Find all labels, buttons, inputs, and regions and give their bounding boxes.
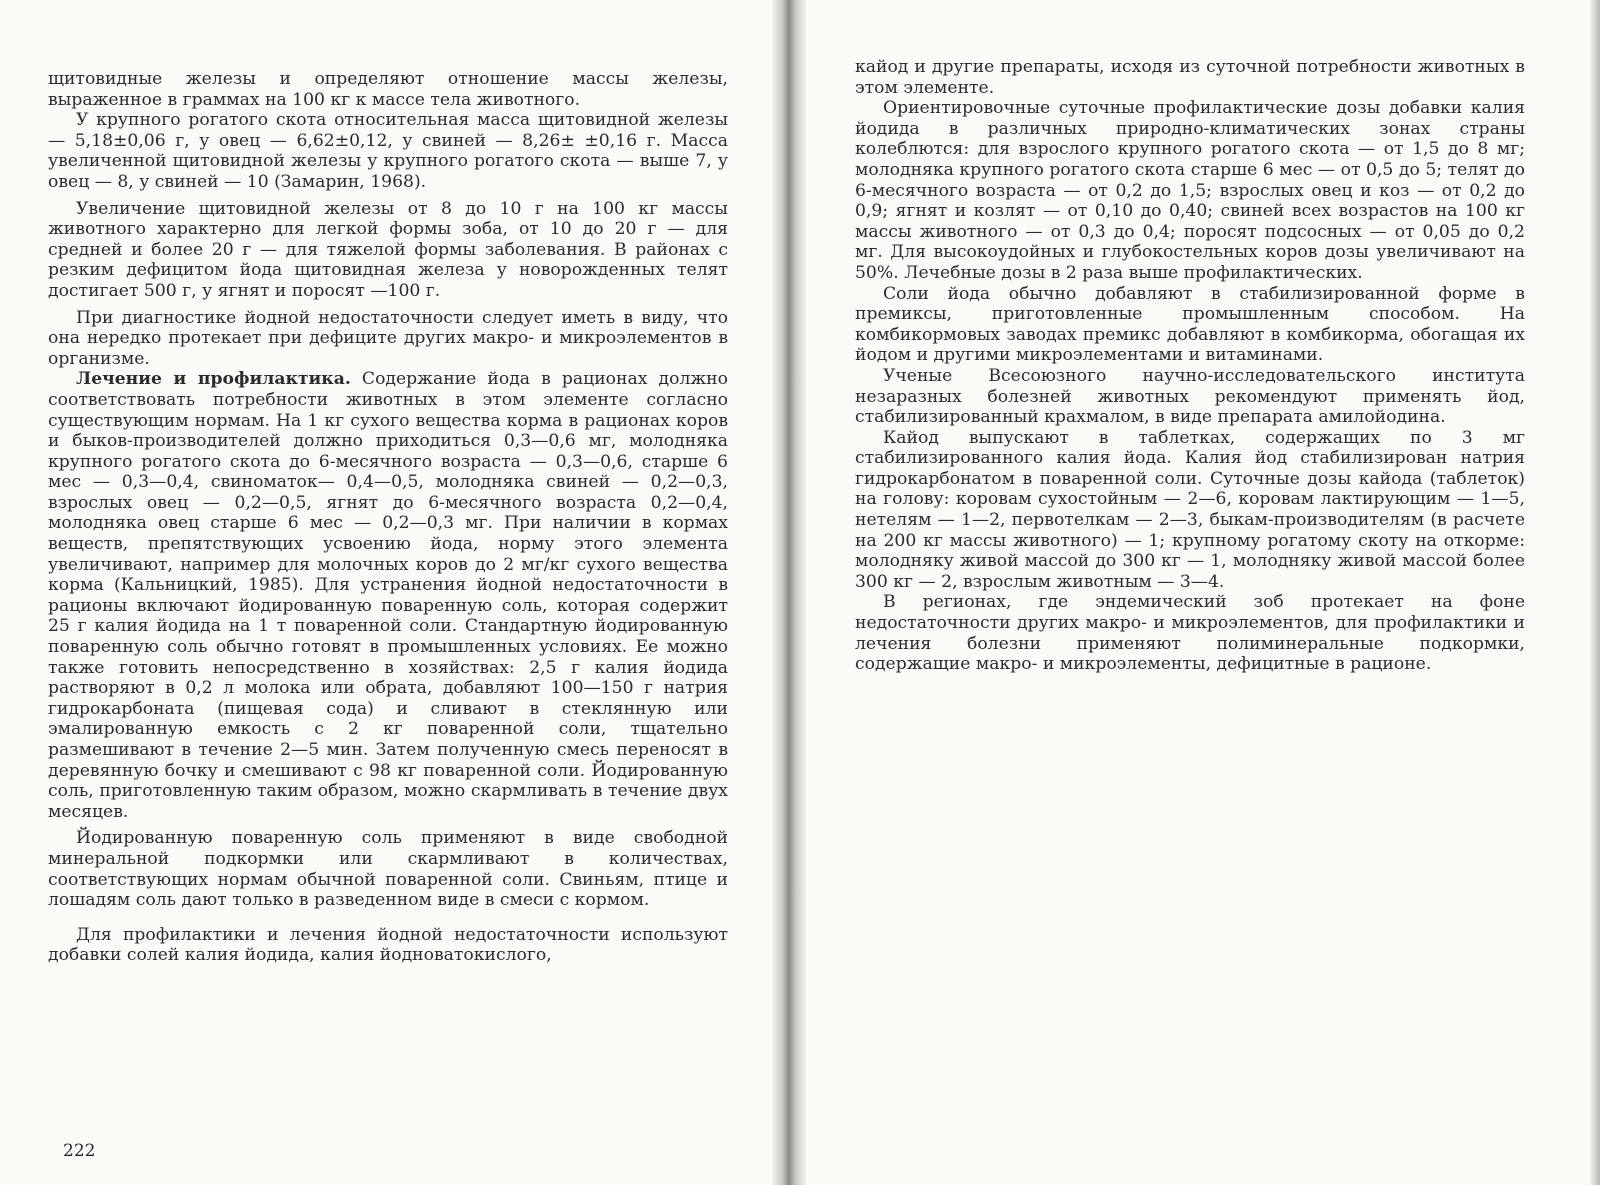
paragraph-iodized-salt: Йодированную поваренную соль применяют в виде свободной минеральной подкормки или скармливают в количествах, соответствующих нормам обычной поваренной соли. Свиньям, птице и лошадям соль дают только в разведенном виде в смеси с кормом.	[48, 828, 728, 911]
section-heading-treatment: Лечение и профилактика.	[76, 369, 351, 390]
paragraph-continuation-right: кайод и другие препараты, исходя из суточной потребности животных в этом элементе.	[855, 57, 1525, 98]
book-gutter	[772, 0, 806, 1185]
paragraph-diagnosis: При диагностике йодной недостаточности следует иметь в виду, что она нередко протекает при дефиците других макро- и микроэлементов в организме.	[48, 307, 728, 369]
left-page	[48, 69, 728, 966]
paragraph-regions: В регионах, где эндемический зоб протекает на фоне недостаточности других макро- и микроэлементов, для профилактики и лечения болезни применяют полиминеральные подкормки, содержащие макро- и микроэлементы, дефицитные в рационе.	[855, 592, 1525, 675]
paragraph-kaiod: Кайод выпускают в таблетках, содержащих по 3 мг стабилизированного калия йода. Калия йод стабилизирован натрия гидрокарбонатом в поваренной соли. Суточные дозы кайода (таблеток) на голову: коровам сухостойным — 2—6, коровам лактирующим — 1—5, нетелям — 1—2, первотелкам — 2—3, быкам-производителям (в расчете на 200 кг массы животного) — 1; крупному рогатому скоту на откорме: молодняку живой массой до 300 кг — 1, молодняку живой массой более 300 кг — 2, взрослым животным — 3—4.	[855, 427, 1525, 592]
page-number: 222	[63, 1141, 96, 1161]
paragraph-amiloiodine: Ученые Всесоюзного научно-исследовательского института незаразных болезней животных рекомендуют применять йод, стабилизированный крахмалом, в виде препарата амилойодина.	[855, 365, 1525, 428]
paragraph-daily-doses: Ориентировочные суточные профилактические дозы добавки калия йодида в различных природно-климатических зонах страны колеблются: для взрослого крупного рогатого скота — от 1,5 до 8 мг; молодняка крупного рогатого скота старше 6 мес — от 0,5 до 5; телят до 6-месячного возраста — от 0,2 до 1,5; взрослых овец и коз — от 0,2 до 0,9; ягнят и козлят — от 0,10 до 0,40; свиней всех возрастов на 100 кг массы животного — от 0,3 до 0,4; поросят подсосных — от 0,05 до 0,2 мг. Для высокоудойных и глубокостельных коров дозы увеличивают на 50%. Лечебные дозы в 2 раза выше профилактических.	[855, 98, 1525, 283]
paragraph-prophylaxis: Для профилактики и лечения йодной недостаточности используют добавки солей калия йодида, калия йодноватокислого,	[48, 924, 728, 966]
paragraph-continuation: щитовидные железы и определяют отношение массы железы, выраженное в граммах на 100 кг к массе тела животного.	[48, 69, 728, 110]
paragraph-thyroid-mass: У крупного рогатого скота относительная масса щитовидной железы — 5,18±0,06 г, у овец — 6,62±0,12, у свиней — 8,26± ±0,16 г. Масса увеличенной щитовидной железы у крупного рогатого скота — выше 7, у овец — 8, у свиней — 10 (Замарин, 1968).	[48, 110, 728, 192]
treatment-text: Содержание йода в рационах должно соответствовать потребности животных в этом элементе согласно существующим нормам. На 1 кг сухого вещества корма в рационах коров и быков-производителей должно приходиться 0,3—0,6 мг, молодняка крупного рогатого скота до 6-месячного возраста — 0,3—0,6, старше 6 мес — 0,3—0,4, свиноматок— 0,4—0,5, молодняка свиней — 0,2—0,3, взрослых овец — 0,2—0,5, ягнят до 6-месячного возраста 0,2—0,4, молодняка овец старше 6 мес — 0,2—0,3 мг. При наличии в кормах веществ, препятствующих усвоению йода, норму этого элемента увеличивают, например для молочных коров до 2 мг/кг сухого вещества корма (Кальницкий, 1985). Для устранения йодной недостаточности в рационы включают йодированную поваренную соль, которая содержит 25 г калия йодида на 1 т поваренной соли. Стандартную йодированную поваренную соль обычно готовят в промышленных условиях. Ее можно также готовить непосредственно в хозяйствах: 2,5 г калия йодида растворяют в 0,2 л молока или обрата, добавляют 100—150 г натрия гидрокарбоната (пищевая сода) и сливают в стеклянную или эмалированную емкость с 2 кг поваренной соли, тщательно размешивают в течение 2—5 мин. Затем полученную смесь переносят в деревянную бочку и смешивают с 98 кг поваренной соли. Йодированную соль, приготовленную таким образом, можно скармливать в течение двух месяцев.	[48, 369, 728, 822]
page-edge	[1590, 0, 1600, 1185]
paragraph-premixes: Соли йода обычно добавляют в стабилизированной форме в премиксы, приготовленные промышленным способом. На комбикормовых заводах премикс добавляют в комбикорма, обогащая их йодом и другими микроэлементами и витаминами.	[855, 283, 1525, 366]
paragraph-treatment	[48, 369, 728, 822]
right-page	[855, 57, 1525, 675]
paragraph-goiter-forms: Увеличение щитовидной железы от 8 до 10 г на 100 кг массы животного характерно для легкой формы зоба, от 10 до 20 г — для средней и более 20 г — для тяжелой формы заболевания. В районах с резким дефицитом йода щитовидная железа у новорожденных телят достигает 500 г, у ягнят и поросят —100 г.	[48, 198, 728, 301]
